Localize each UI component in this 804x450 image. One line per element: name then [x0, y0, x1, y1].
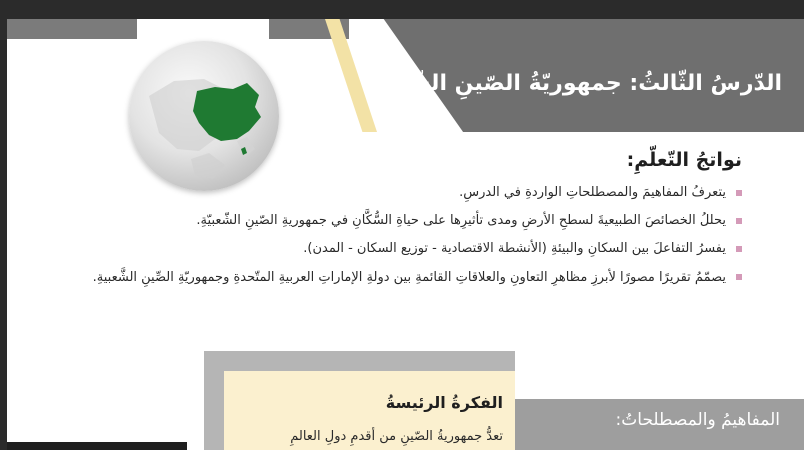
outcomes-list: [62, 181, 742, 295]
concepts-heading: المفاهيمُ والمصطلحاتُ:: [615, 410, 780, 430]
main-idea-heading: الفكرةُ الرئيسةُ: [385, 393, 503, 412]
textbook-page: [7, 19, 804, 450]
list-item: يفسرُ التفاعلَ بين السكانِ والبيئةِ (الأنشطة الاقتصادية - توزيع السكان - المدن).: [62, 237, 742, 261]
main-idea-box: [224, 371, 515, 450]
list-item: يتعرفُ المفاهيمَ والمصطلحاتِ الواردةِ في الدرسِ.: [62, 181, 742, 205]
bottom-dark-strip: [7, 442, 187, 450]
lesson-title: الدّرسُ الثّالثُ: جمهوريّةُ الصّينِ الشّعبيّةِ: [365, 71, 782, 96]
outcomes-heading: نواتجُ التّعلّمِ:: [626, 149, 742, 171]
main-idea-text: تعدُّ جمهوريةُ الصّينِ من أقدمِ دولِ العالمِ: [290, 429, 503, 444]
globe-china-map-icon: [129, 41, 279, 191]
list-item: يحللُ الخصائصَ الطبيعيةَ لسطحِ الأرضِ ومدى تأثيرِها على حياةِ السُّكَّانِ في جمهوريةِ الصّينِ الشّعبيّةِ.: [62, 209, 742, 233]
list-item: يصمّمُ تقريرًا مصورًا لأبرزِ مظاهرِ التعاونِ والعلاقاتِ القائمةِ بين دولةِ الإماراتِ العربيةِ المتّحدةِ وجمهوريّةِ الصِّينِ الشَّعبيةِ.: [62, 265, 742, 291]
top-strip-left: [7, 19, 137, 39]
